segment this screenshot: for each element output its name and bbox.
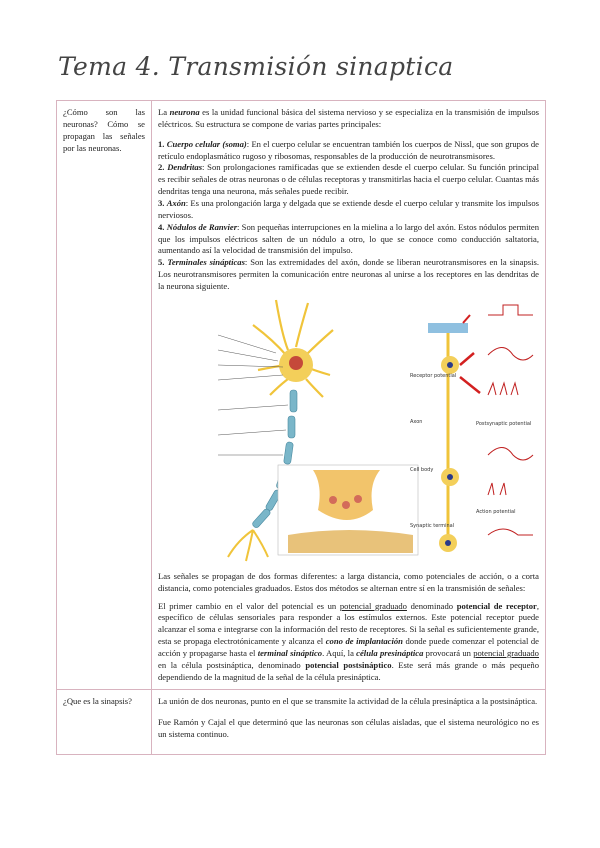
figure-labels bbox=[410, 373, 531, 529]
propagation-paragraph: Las señales se propagan de dos formas diferentes: a larga distancia, como potenciales de acción, o a corta distancia, como potenciales graduados. Estos dos métodos se alternan entre sí en la transmisión de señales: bbox=[158, 570, 539, 593]
label-receptor: Receptor potential bbox=[410, 372, 457, 379]
question-cell: ¿Cómo son las neuronas? Cómo se propagan las señales por las neuronas. bbox=[57, 101, 152, 690]
label-axon: Axon bbox=[410, 418, 423, 425]
table-row bbox=[57, 689, 546, 755]
page-title: Tema 4. Transmisión sinaptica bbox=[58, 52, 454, 81]
intro-paragraph: La neurona es la unidad funcional básica del sistema nervioso y se especializa en la transmisión de impulsos eléctricos. Su estructura se compone de varias partes principales: bbox=[158, 107, 539, 129]
part-ranvier: 4. Nódulos de Ranvier: Son pequeñas interrupciones en la mielina a lo largo del axón. Estos nódulos permiten que los impulsos eléctricos salten de un nódulo a otro, lo que se conoce como conducción saltatoria, aumentando así la velocidad de transmisión del impulso. bbox=[158, 221, 539, 256]
synapse-inset bbox=[278, 465, 418, 555]
answer-cell bbox=[152, 101, 546, 690]
part-terminales: 5. Terminales sinápticas: Son las extremidades del axón, donde se liberan neurotransmisores en la sinapsis. Los neurotransmisores permiten la comunicación entre neuronas al unirse a los receptores en las dendritas de la neurona siguiente. bbox=[158, 257, 539, 292]
table-row bbox=[57, 101, 546, 690]
label-action-potential: Action potential bbox=[476, 508, 516, 515]
neuron-figure bbox=[158, 295, 539, 565]
question-cell: ¿Que es la sinapsis? bbox=[57, 689, 152, 755]
label-cell-body: Cell body bbox=[410, 466, 434, 473]
answer-cell bbox=[152, 689, 546, 755]
receptor-paragraph: El primer cambio en el valor del potencial es un potencial graduado denominado potencial de receptor, específico de células sensoriales para responder a los estímulos externos. Este potencial receptor puede alcanzar el soma e integrarse con la información del resto de receptores. Si la señal es suficientemente grande, esta se propaga electrotónicamente y alcanza el cono de implantación donde puede comenzar el potencial de acción y propagarse hasta el terminal sináptico. Aquí, la célula presináptica provocará un potencial graduado en la célula postsináptica, denominado potencial postsináptico. Este será más grande o más pequeño dependiendo de la magnitud de la señal de la célula presináptica. bbox=[158, 600, 540, 682]
ramon-y-cajal-paragraph: Fue Ramón y Cajal el que determinó que las neuronas son células aisladas, que el sistema neurológico no es un sistema continuo. bbox=[158, 717, 539, 740]
part-dendritas: 2. Dendritas: Son prolongaciones ramificadas que se extienden desde el cuerpo celular. Su función principal es recibir señales de otras neuronas o de células receptoras y transmitirlas hacia el cuerpo celular. Cuantas más dendritas tenga una neurona, más señales puede recibir. bbox=[158, 162, 539, 197]
leader-lines bbox=[218, 335, 288, 455]
part-soma: 1. Cuerpo celular (soma): En el cuerpo celular se encuentran también los cuerpos de Nissl, que son grupos de retículo endoplasmático rugoso y ribosomas, responsables de la producción de neurotransmisores. bbox=[158, 138, 540, 161]
synapse-definition: La unión de dos neuronas, punto en el que se transmite la actividad de la célula presináptica a la postsináptica. bbox=[158, 695, 538, 706]
neuron-diagram bbox=[158, 295, 538, 565]
label-synaptic-terminal: Synaptic terminal bbox=[410, 522, 455, 529]
notes-table bbox=[56, 100, 546, 755]
part-axon: 3. Axón: Es una prolongación larga y delgada que se extiende desde el cuerpo celular y transmite los impulsos nerviosos. bbox=[158, 198, 539, 220]
label-postsynaptic: Postsynaptic potential bbox=[476, 420, 532, 427]
